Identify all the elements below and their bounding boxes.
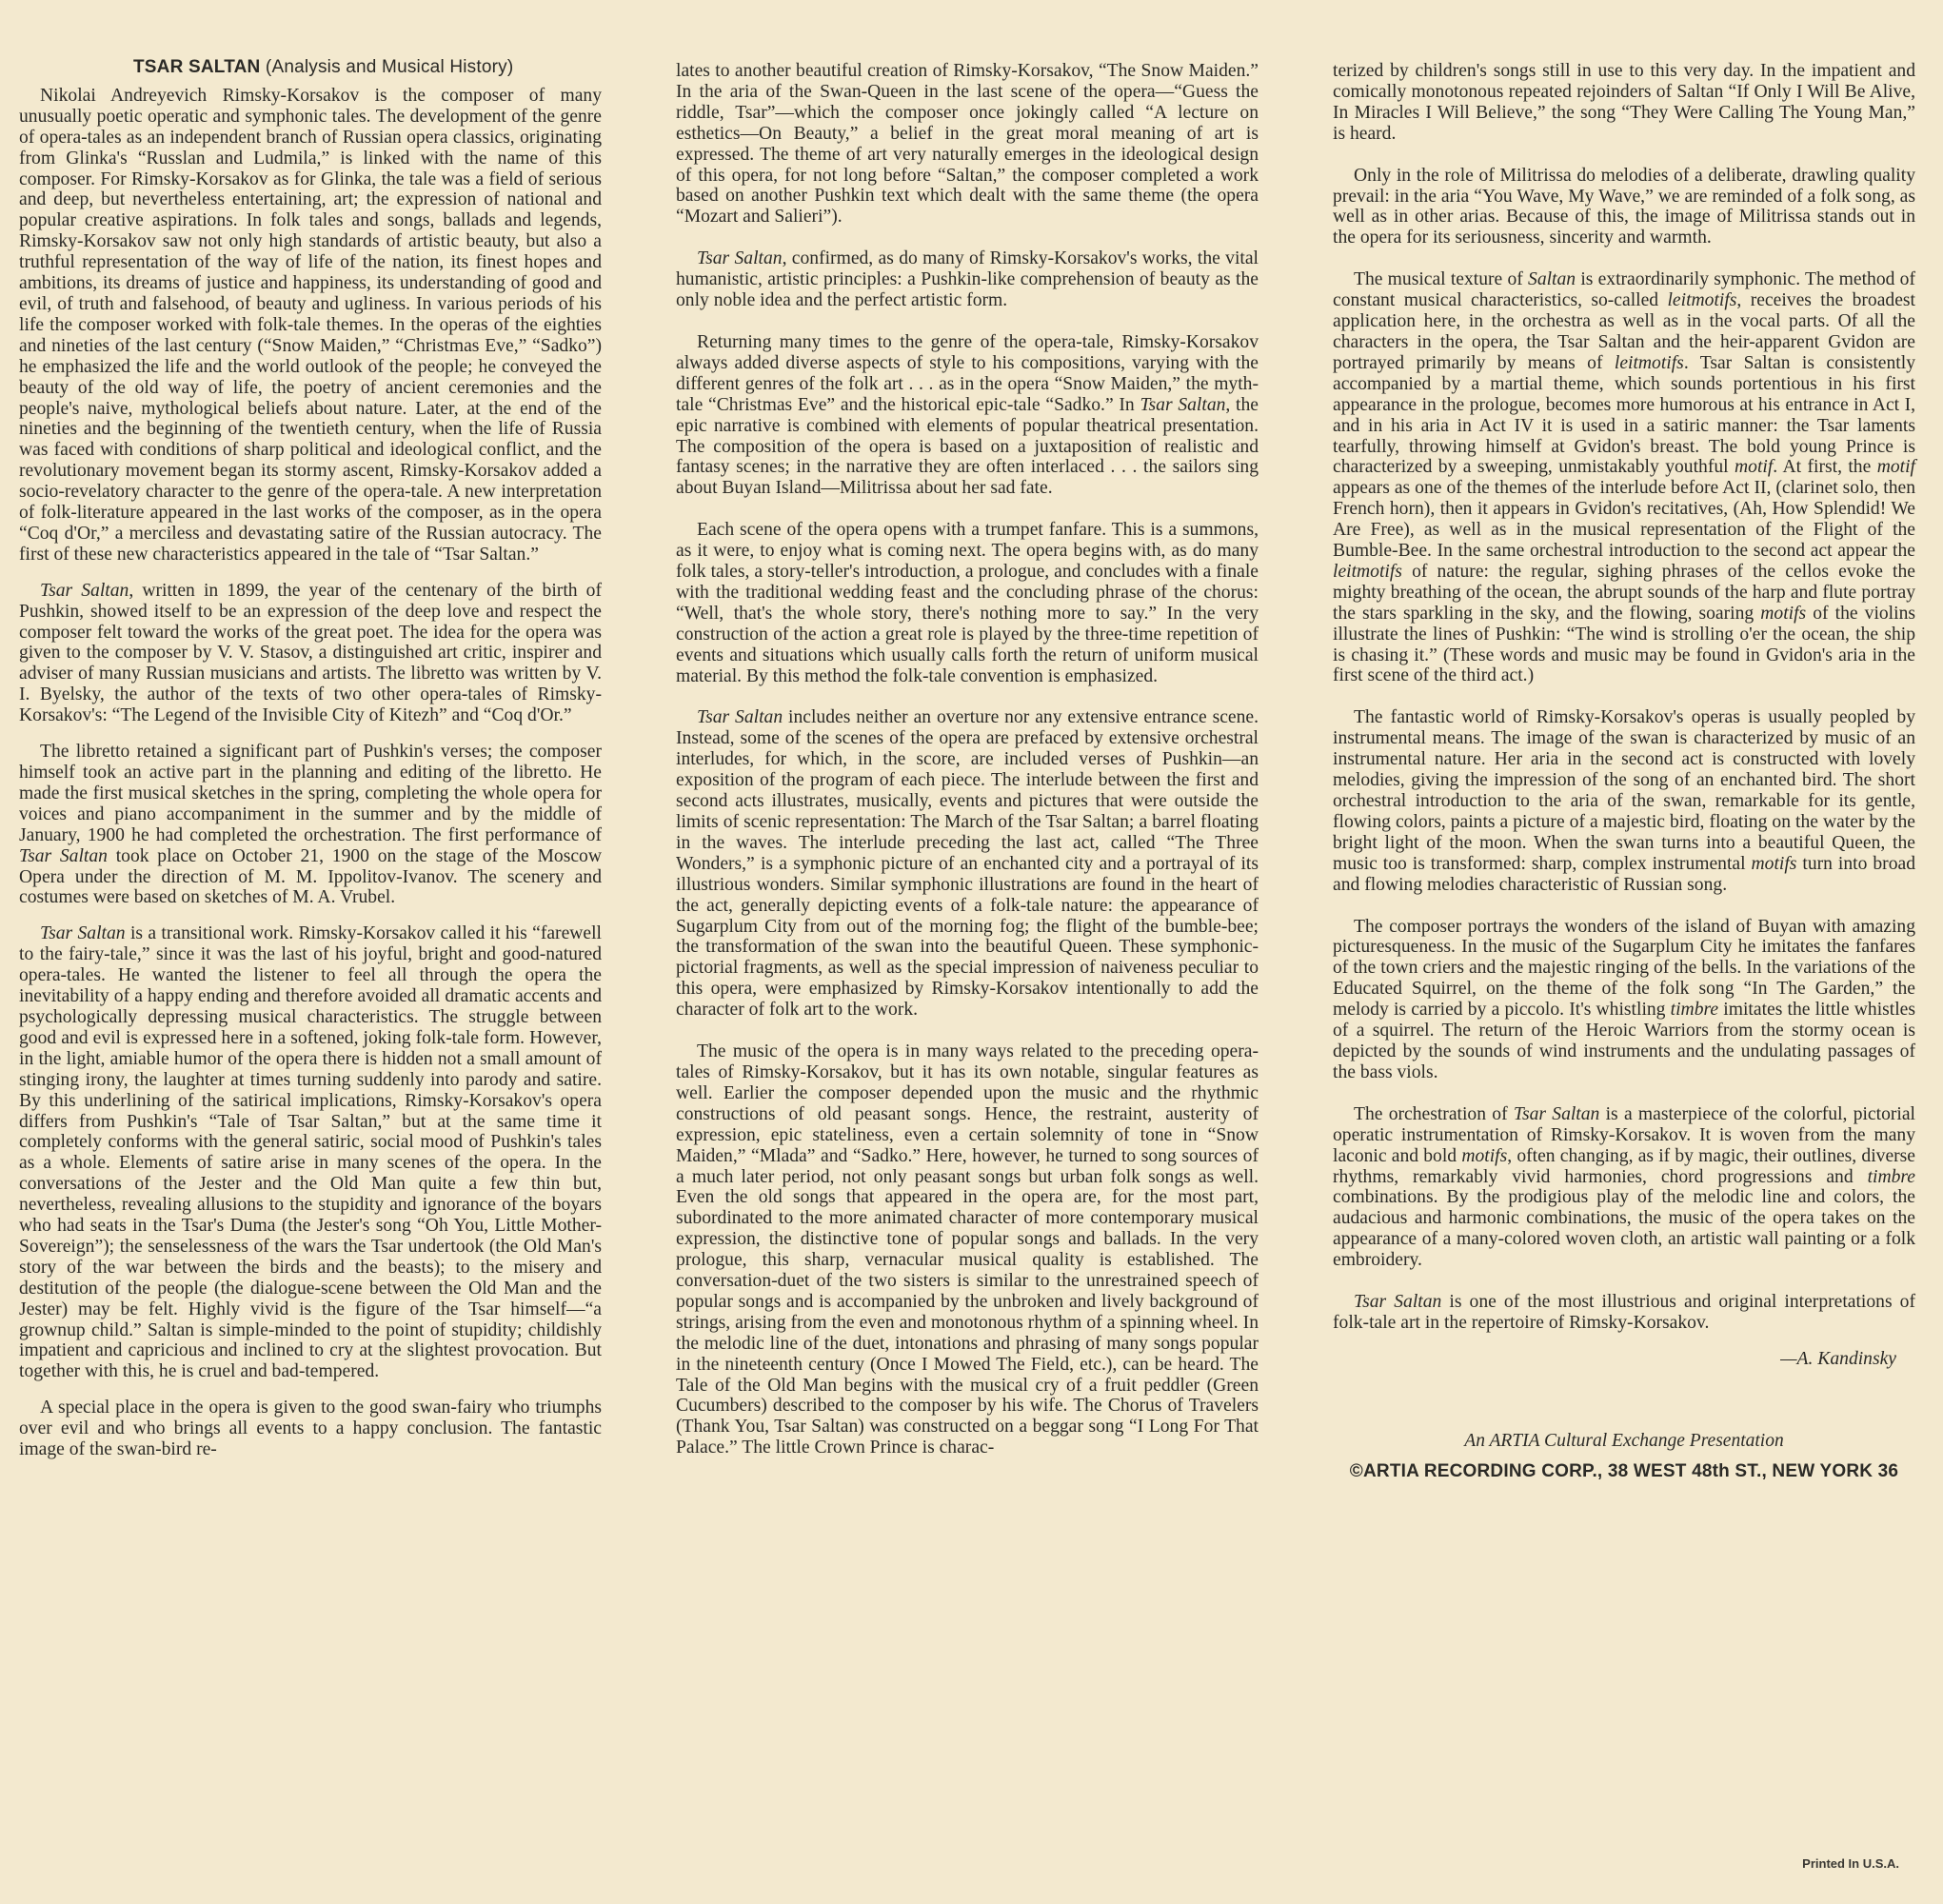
author-signature: —A. Kandinsky <box>1780 1348 1896 1369</box>
paragraph: Tsar Saltan includes neither an overture nor any extensive entrance scene. Instead, some of the scenes of the opera are prefaced by extensive orchestral interludes, for which, in the score, are included verses of Pushkin—an exposition of the program of each piece. The interlude between the first and second acts illustrates, musically, events and pictures that were outside the limits of scenic representation: The March of the Tsar Saltan; a barrel floating in the waves. The interlude preceding the last act, called “The Three Wonders,” is a symphonic picture of an enchanted city and a portrayal of its illustrious wonders. Similar symphonic illustrations are found in the heart of the act, generally depicting events of a folk-tale nature: the appearance of Sugarplum City from out of the morning fog; the flight of the bumble-bee; the transformation of the swan into the beautiful Queen. These symphonic-pictorial fragments, as well as the special impression of naiveness peculiar to this opera, were emphasized by Rimsky-Korsakov intentionally to add the character of folk art to the work. <box>676 707 1259 1021</box>
article-heading <box>133 57 602 78</box>
paragraph: Tsar Saltan, written in 1899, the year of the centenary of the birth of Pushkin, showed itself to be an expression of the deep love and respect the composer felt toward the works of the great poet. The idea for the opera was given to the composer by V. V. Stasov, a distinguished art critic, inspirer and adviser of many Russian musicians and artists. The libretto was written by V. I. Byelsky, the author of the texts of two other opera-tales of Rimsky-Korsakov's: “The Legend of the Invisible City of Kitezh” and “Coq d'Or.” <box>19 580 602 726</box>
paragraph: The musical texture of Saltan is extraordinarily symphonic. The method of constant musical characteristics, so-called leitmotifs, receives the broadest application here, in the orchestra as well as in the vocal parts. Of all the characters in the opera, the Tsar Saltan and the heir-apparent Gvidon are portrayed primarily by means of leitmotifs. Tsar Saltan is consistently accompanied by a martial theme, which sounds portentious in his first appearance in the prologue, becomes more humorous at his entrance in Act I, and in his aria in Act IV it is used in a satiric manner: the Tsar laments tearfully, throwing himself at Gvidon's breast. The bold young Prince is characterized by a sweeping, unmistakably youthful motif. At first, the motif appears as one of the themes of the interlude before Act II, (clarinet solo, then French horn), then it appears in Gvidon's recitatives, (Ah, How Splendid! We Are Free), as well as in the musical representation of the Flight of the Bumble-Bee. In the same orchestral introduction to the second act appear the leitmotifs of nature: the regular, sighing phrases of the cellos evoke the mighty breathing of the ocean, the abrupt sounds of the harp and flute portray the stars sparkling in the sky, and the flowing, soaring motifs of the violins illustrate the lines of Pushkin: “The wind is strolling o'er the ocean, the ship is chasing it.” (These words and music may be found in Gvidon's aria in the first scene of the third act.) <box>1333 269 1915 686</box>
paragraph: Returning many times to the genre of the opera-tale, Rimsky-Korsakov always added diverse aspects of style to his compositions, varying with the different genres of the folk art . . . as in the opera “Snow Maiden,” the myth-tale “Christmas Eve” and the historical epic-tale “Sadko.” In Tsar Saltan, the epic narrative is combined with elements of popular theatrical presentation. The composition of the opera is based on a juxtaposition of realistic and fantasy scenes; in the narrative they are often interlaced . . . the sailors sing about Buyan Island—Militrissa about her sad fate. <box>676 331 1259 499</box>
paragraph: The libretto retained a significant part of Pushkin's verses; the composer himself took an active part in the planning and editing of the libretto. He made the first musical sketches in the spring, completing the whole opera for voices and piano accompaniment in the summer and by the middle of January, 1900 he had completed the orchestration. The first performance of Tsar Saltan took place on October 21, 1900 on the stage of the Moscow Opera under the direction of M. M. Ippolitov-Ivanov. The scenery and costumes were based on sketches of M. A. Vrubel. <box>19 742 602 908</box>
paragraph: The composer portrays the wonders of the island of Buyan with amazing picturesqueness. In the music of the Sugarplum City he imitates the fanfares of the town criers and the majestic ringing of the bells. In the variations of the Educated Squirrel, on the theme of the folk song “In The Garden,” the melody is carried by a piccolo. It's whistling timbre imitates the little whistles of a squirrel. The return of the Heroic Warriors from the stormy ocean is depicted by the sounds of wind instruments and the undulating passages of the bass viols. <box>1333 916 1915 1082</box>
printed-in-label: Printed In U.S.A. <box>1802 1856 1899 1871</box>
paragraph: The fantastic world of Rimsky-Korsakov's operas is usually peopled by instrumental means. The image of the swan is characterized by music of an instrumental nature. Her aria in the second act is constructed with lovely melodies, giving the impression of the song of an enchanted bird. The short orchestral introduction to the aria of the swan, remarkable for its gentle, flowing colors, paints a picture of a majestic bird, floating on the water by the bright light of the moon. When the swan turns into a beautiful Queen, the music too is transformed: sharp, complex instrumental motifs turn into broad and flowing melodies characteristic of Russian song. <box>1333 707 1915 895</box>
paragraph: The orchestration of Tsar Saltan is a masterpiece of the colorful, pictorial operatic instrumentation of Rimsky-Korsakov. It is woven from the many laconic and bold motifs, often changing, as if by magic, their outlines, diverse rhythms, remarkably vivid harmonies, chord progressions and timbre combinations. By the prodigious play of the melodic line and colors, the audacious and harmonic combinations, the music of the opera takes on the appearance of a many-colored woven cloth, an artistic wall painting or a folk embroidery. <box>1333 1103 1915 1271</box>
paragraph: Each scene of the opera opens with a trumpet fanfare. This is a summons, as it were, to enjoy what is coming next. The opera begins with, as do many folk tales, a story-teller's introduction, a prologue, and concludes with a finale with the traditional wedding feast and the concluding phrase of the chorus: “Well, that's the whole story, there's nothing more to say.” In the very construction of the action a great role is played by the three-time repetition of events and situations which usually calls forth the return of uniform musical material. By this method the folk-tale convention is emphasized. <box>676 520 1259 686</box>
paragraph: Tsar Saltan is a transitional work. Rimsky-Korsakov called it his “farewell to the fairy-tale,” since it was the last of his joyful, bright and good-natured opera-tales. He wanted the listener to feel all through the opera the inevitability of a happy ending and therefore avoided all dramatic accents and psychologically depressing musical characteristics. The struggle between good and evil is expressed here in a softened, joking folk-tale form. However, in the light, amiable humor of the opera there is hidden not a small amount of stinging irony, the laughter at times turning suddenly into parody and satire. By this underlining of the satirical implications, Rimsky-Korsakov's opera differs from Pushkin's “Tale of Tsar Saltan,” but at the same time it completely conforms with the general satiric, social mood of Pushkin's tales as a whole. Elements of satire arise in many scenes of the opera. In the conversations of the Jester and the Old Man quite a few thin but, nevertheless, revealing allusions to the stupidity and ignorance of the boyars who had seats in the Tsar's Duma (the Jester's song “Oh You, Little Mother-Sovereign”); the senselessness of the wars the Tsar undertook (the Old Man's story of the war between the birds and the beasts); to the misery and destitution of the people (the dialogue-scene between the Old Man and the Jester) may be felt. Highly vivid is the figure of the Tsar himself—“a grownup child.” Saltan is simple-minded to the point of stupidity; childishly impatient and capricious and inclined to cry at the slightest provocation. But together with this, he is cruel and bad-tempered. <box>19 923 602 1382</box>
column-3 <box>1333 61 1915 1482</box>
paragraph: terized by children's songs still in use to this very day. In the impatient and comically monotonous repeated rejoinders of Saltan “If Only I Will Be Alive, In Miracles I Will Believe,” the song “They Were Calling The Young Man,” is heard. <box>1333 61 1915 144</box>
paragraph: Tsar Saltan is one of the most illustrious and original interpretations of folk-tale art in the repertoire of Rimsky-Korsakov. <box>1333 1292 1915 1333</box>
copyright-notice: ©ARTIA RECORDING CORP., 38 WEST 48th ST., NEW YORK 36 <box>1349 1460 1899 1481</box>
article-subtitle: (Analysis and Musical History) <box>265 57 514 77</box>
article-title: TSAR SALTAN <box>133 57 261 77</box>
paragraph: lates to another beautiful creation of Rimsky-Korsakov, “The Snow Maiden.” In the aria of the Swan-Queen in the last scene of the opera—“Guess the riddle, Tsar”—which the composer once jokingly called “A lecture on esthetics—On Beauty,” a belief in the great moral meaning of art is expressed. The theme of art very naturally emerges in the ideological design of this opera, for not long before “Saltan,” the composer completed a work based on another Pushkin text which dealt with the same theme (the opera “Mozart and Salieri”). <box>676 61 1259 228</box>
paragraph: Only in the role of Militrissa do melodies of a deliberate, drawling quality prevail: in the aria “You Wave, My Wave,” we are reminded of a folk song, as well as in other arias. Because of this, the image of Militrissa stands out in the opera for its seriousness, sincerity and warmth. <box>1333 165 1915 248</box>
presentation-credit: An ARTIA Cultural Exchange Presentation <box>1464 1430 1784 1451</box>
column-1 <box>19 57 602 1476</box>
paragraph: Nikolai Andreyevich Rimsky-Korsakov is the composer of many unusually poetic operatic and symphonic tales. The development of the genre of opera-tales as an independent branch of Russian opera classics, originating from Glinka's “Russlan and Ludmila,” is linked with the name of this composer. For Rimsky-Korsakov as for Glinka, the tale was a field of serious and deep, but nevertheless entertaining, art; the expression of national and popular creative aspirations. In folk tales and songs, ballads and legends, Rimsky-Korsakov saw not only high standards of artistic beauty, but also a truthful representation of the way of life of the nation, its finest hopes and ambitions, its dreams of justice and happiness, its understanding of good and evil, of truth and falsehood, of beauty and ugliness. In various periods of his life the composer worked with folk-tale themes. In the operas of the eighties and nineties of the last century (“Snow Maiden,” “Christmas Eve,” “Sadko”) he emphasized the life and the world outlook of the people; he conveyed the beauty of the old way of life, the poetry of ancient ceremonies and the people's naive, mythological beliefs about nature. Later, at the end of the nineties and the beginning of the twentieth century, when the life of Russia was faced with conditions of sharp political and ideological conflict, and the revolutionary movement began its stormy ascent, Rimsky-Korsakov added a socio-revelatory character to the genre of the opera-tale. A new interpretation of folk-literature appeared in the last works of the composer, as in the opera “Coq d'Or,” a merciless and devastating satire of the Russian autocracy. The first of these new characteristics appeared in the tale of “Tsar Saltan.” <box>19 85 602 565</box>
column-2 <box>676 61 1259 1474</box>
paragraph: The music of the opera is in many ways related to the preceding opera-tales of Rimsky-Korsakov, but it has its own notable, singular features as well. Earlier the composer depended upon the music and the rhythmic constructions of old peasant songs. Hence, the restraint, austerity of expression, epic stateliness, even a certain solemnity of tone in “Snow Maiden,” “Mlada” and “Sadko.” Here, however, he turned to song sources of a much later period, not only peasant songs but urban folk songs as well. Even the old songs that appeared in the opera are, for the most part, subordinated to the more animated character of more contemporary musical expression, the distinctive tone of popular songs and ballads. In the very prologue, this sharp, vernacular musical quality is established. The conversation-duet of the two sisters is similar to the unrestrained speech of popular songs and is accompanied by the unbroken and lively background of strings, arising from the even and monotonous rhythm of a spinning wheel. In the melodic line of the duet, intonations and phrasing of many songs popular in the nineteenth century (Once I Mowed The Field, etc.), can be heard. The Tale of the Old Man begins with the musical cry of a fruit peddler (Green Cucumbers) described to the composer by his wife. The Chorus of Travelers (Thank You, Tsar Saltan) was constructed on a beggar song “I Long For That Palace.” The little Crown Prince is charac- <box>676 1041 1259 1458</box>
paragraph: A special place in the opera is given to the good swan-fairy who triumphs over evil and who brings all events to a happy conclusion. The fantastic image of the swan-bird re- <box>19 1398 602 1460</box>
paragraph: Tsar Saltan, confirmed, as do many of Rimsky-Korsakov's works, the vital humanistic, artistic principles: a Pushkin-like comprehension of beauty as the only noble idea and the perfect artistic form. <box>676 248 1259 311</box>
